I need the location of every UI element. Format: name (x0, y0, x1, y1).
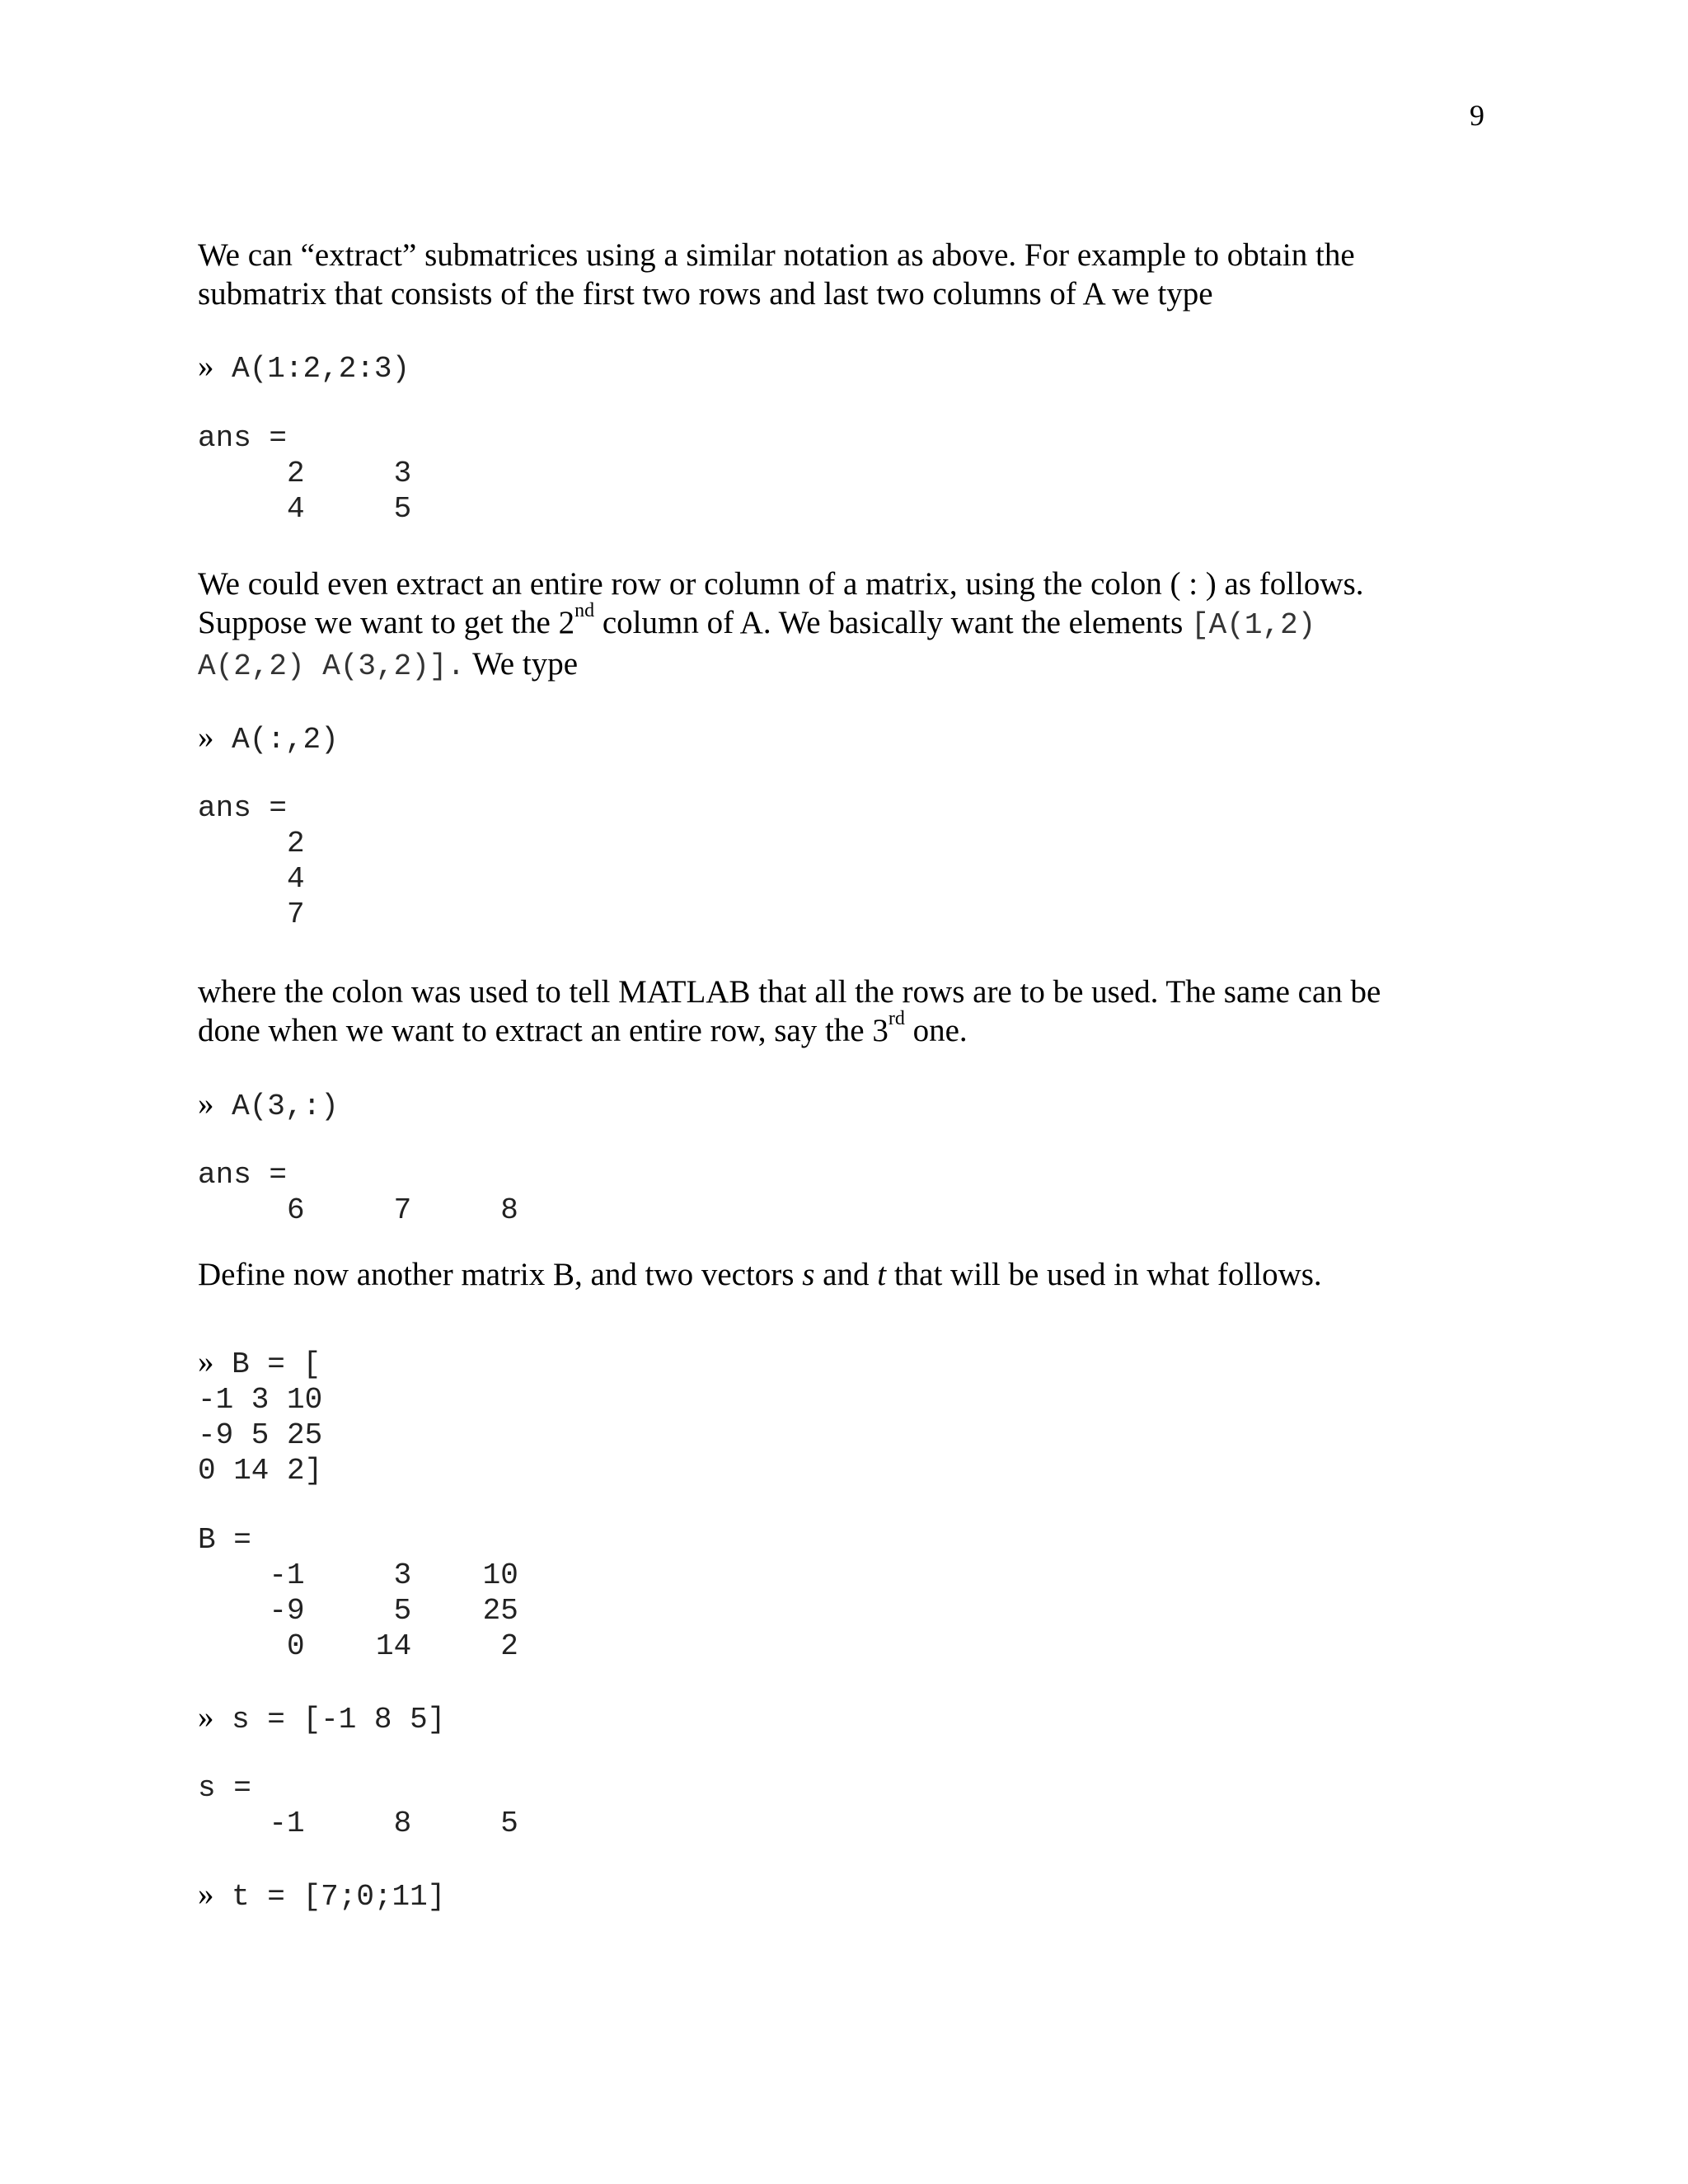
paragraph-2-text: We type (465, 646, 579, 682)
command-3-text: A(3,:) (213, 1090, 339, 1123)
variable-t: t (877, 1257, 887, 1292)
superscript-rd: rd (888, 1008, 905, 1029)
output-1-line: 4 5 (198, 492, 412, 526)
output-5-line: s = (198, 1771, 251, 1805)
paragraph-4 (198, 1255, 1484, 1294)
paragraph-2-text: Suppose we want to get the 2 (198, 605, 575, 640)
paragraph-1 (198, 236, 1484, 313)
output-4-line: -9 5 25 (198, 1594, 518, 1628)
command-5 (198, 1699, 445, 1737)
paragraph-2-line-1: We could even extract an entire row or column of a matrix, using the colon ( : ) as follows. (198, 566, 1364, 602)
command-6 (198, 1877, 445, 1915)
output-4 (198, 1522, 518, 1664)
inline-code: [A(1,2) (1191, 608, 1316, 642)
paragraph-3-line-1: where the colon was used to tell MATLAB that all the rows are to be used. The same can be (198, 974, 1381, 1010)
output-4-line: -1 3 10 (198, 1558, 518, 1592)
paragraph-3-text: done when we want to extract an entire row, say the 3 (198, 1013, 889, 1048)
paragraph-3-line-2 (198, 1008, 1484, 1050)
command-4 (198, 1344, 322, 1488)
output-1-line: ans = (198, 421, 288, 455)
command-1 (198, 349, 410, 387)
prompt-symbol: » (198, 1699, 214, 1735)
command-2-text: A(:,2) (213, 723, 339, 757)
output-2 (198, 790, 305, 932)
page-number: 9 (1470, 99, 1484, 132)
command-4-line: -1 3 10 (198, 1383, 323, 1417)
command-3 (198, 1086, 339, 1124)
command-6-text: t = [7;0;11] (213, 1880, 446, 1914)
output-2-line: 4 (198, 862, 305, 896)
command-2 (198, 719, 339, 757)
superscript-nd: nd (574, 600, 595, 621)
prompt-symbol: » (198, 719, 214, 755)
command-1-text: A(1:2,2:3) (213, 352, 410, 386)
paragraph-4-text: that will be used in what follows. (886, 1257, 1322, 1292)
output-3-line: 6 7 8 (198, 1193, 518, 1227)
output-4-line: B = (198, 1523, 251, 1557)
command-4-line: -9 5 25 (198, 1418, 323, 1452)
paragraph-3-text: one. (904, 1013, 968, 1048)
paragraph-1-line-2: submatrix that consists of the first two rows and last two columns of A we type (198, 276, 1213, 312)
prompt-symbol: » (198, 349, 214, 384)
output-4-line: 0 14 2 (198, 1629, 518, 1663)
output-1 (198, 420, 411, 527)
output-3-line: ans = (198, 1158, 288, 1192)
variable-s: s (802, 1257, 815, 1292)
paragraph-1-line-1: We can “extract” submatrices using a similar notation as above. For example to obtain the (198, 237, 1355, 273)
output-5 (198, 1770, 518, 1841)
command-4-line: 0 14 2] (198, 1454, 323, 1488)
output-2-line: ans = (198, 791, 288, 825)
paragraph-2-line-3 (198, 644, 1484, 686)
prompt-symbol: » (198, 1086, 214, 1122)
output-5-line: -1 8 5 (198, 1807, 518, 1840)
paragraph-3 (198, 972, 1484, 1050)
paragraph-2 (198, 565, 1484, 686)
output-1-line: 2 3 (198, 457, 412, 490)
inline-code: A(2,2) A(3,2)]. (198, 649, 466, 683)
paragraph-4-text: and (814, 1257, 878, 1292)
output-2-line: 2 (198, 827, 305, 860)
command-4-text: B = [ (213, 1347, 321, 1381)
paragraph-4-text: Define now another matrix B, and two vectors (198, 1257, 803, 1292)
output-2-line: 7 (198, 898, 305, 931)
prompt-symbol: » (198, 1877, 214, 1912)
prompt-symbol: » (198, 1344, 214, 1380)
output-3 (198, 1157, 518, 1228)
command-5-text: s = [-1 8 5] (213, 1703, 446, 1736)
paragraph-2-text: column of A. We basically want the elements (594, 605, 1192, 640)
paragraph-4-line-1 (198, 1255, 1484, 1294)
paragraph-2-line-2 (198, 600, 1484, 644)
